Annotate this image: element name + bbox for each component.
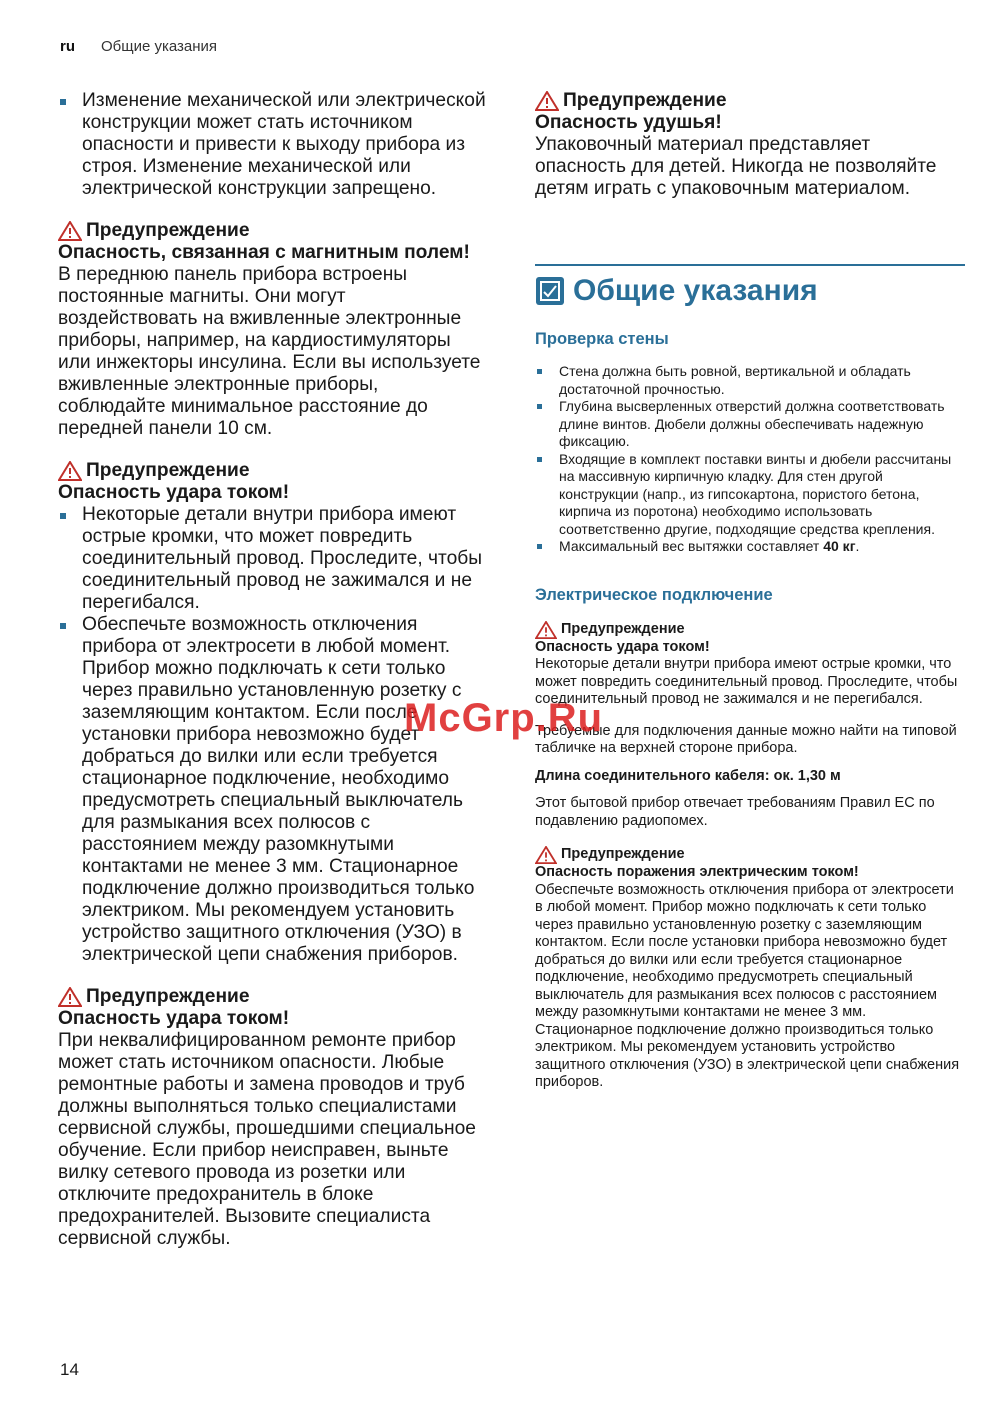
weight-value: 40 кг	[823, 538, 856, 554]
warning-label: Предупреждение	[86, 986, 250, 1007]
language-code: ru	[60, 38, 75, 55]
warning-label: Предупреждение	[563, 90, 727, 111]
list-item: Некоторые детали внутри прибора имеют острые кромки, что может повредить соединительный провод. Проследите, чтобы соединительный провод не зажимался и не перегибался.	[58, 504, 488, 614]
warning-icon	[58, 461, 82, 481]
manual-book-icon	[535, 276, 565, 306]
page-header	[60, 38, 217, 55]
weight-suffix: .	[855, 538, 860, 554]
warning-icon	[535, 846, 557, 864]
subsection-title: Электрическое подключение	[535, 585, 773, 604]
warning-label: Предупреждение	[561, 620, 685, 637]
watermark: McGrp.Ru	[404, 696, 604, 740]
warning-suffocation	[535, 90, 965, 200]
warning-label: Предупреждение	[86, 460, 250, 481]
list-item	[535, 538, 965, 556]
list-item: Глубина высверленных отверстий должна соответствовать длине винтов. Дюбели должны обеспечивать надежную фиксацию.	[535, 398, 965, 451]
left-column	[58, 90, 488, 1250]
warning-text: Обеспечьте возможность отключения прибора от электросети в любой момент. Прибор можно подключать к сети только через правильно установленную розетку с заземляющим контактом. Если после установки прибора невозможно будет добраться до вилки или если требуется стационарное подключение, необходимо предусмотреть специальный выключатель для размыкания всех полюсов с расстоянием между разомкнутыми контактами не менее 3 мм. Стационарное подключение должно производиться только электриком. Мы рекомендуем установить устройство защитного отключения (УЗО) в электрической цепи снабжения приборов.	[535, 881, 960, 1090]
warning-text: При неквалифицированном ремонте прибор может стать источником опасности. Любые ремонтные работы и замена проводов и труб должны выполняться только специалистами сервисной службы, прошедшими специальное обучение. Если прибор неисправен, выньте вилку сетевого провода из розетки или отключите предохранитель в блоке предохранителей. Вызовите специалиста сервисной службы.	[58, 1030, 476, 1249]
warning-label: Предупреждение	[561, 846, 685, 863]
danger-title: Опасность удара током!	[58, 482, 290, 503]
warning-magnet	[58, 220, 488, 440]
section-heading	[535, 264, 965, 308]
warning-icon	[58, 987, 82, 1007]
warning-text: Упаковочный материал представляет опасность для детей. Никогда не позволяйте детям играть с упаковочным материалом.	[535, 134, 937, 199]
warning-electrocution	[535, 846, 965, 1092]
weight-prefix: Максимальный вес вытяжки составляет	[559, 538, 824, 554]
list-item: Обеспечьте возможность отключения прибора от электросети в любой момент. Прибор можно подключать к сети только через правильно установленную розетку с заземляющим контактом. Если после установки прибора невозможно будет добраться до вилки или если требуется стационарное подключение, необходимо предусмотреть специальный выключатель для размыкания всех полюсов с расстоянием между разомкнутыми контактами не менее 3 мм. Стационарное подключение должно производиться только электриком. Мы рекомендуем установить устройство защитного отключения (УЗО) в электрической цепи снабжения приборов.	[58, 614, 488, 966]
header-section: Общие указания	[101, 38, 218, 55]
section-title: Общие указания	[573, 274, 818, 307]
list-item: Входящие в комплект поставки винты и дюбели рассчитаны на массивную кирпичную кладку. Для стен другой конструкции (напр., из гипсокартона, пористого бетона, кирпича из поротона) необходимо использовать соответственно другие, подходящие средства крепления.	[535, 451, 965, 539]
warning-label: Предупреждение	[86, 220, 250, 241]
warning-text: В переднюю панель прибора встроены постоянные магниты. Они могут воздействовать на вживленные электронные приборы, например, на кардиостимуляторы или инжекторы инсулина. Если вы используете вживленные электронные приборы, соблюдайте минимальное расстояние до передней панели 10 см.	[58, 264, 481, 439]
data-info-text: Требуемые для подключения данные можно найти на типовой табличке на верхней стороне прибора.	[535, 722, 957, 756]
danger-title: Опасность, связанная с магнитным полем!	[58, 242, 470, 263]
wall-check-list	[535, 363, 965, 556]
subsection-title: Проверка стены	[535, 330, 669, 348]
warning-icon	[535, 91, 559, 111]
right-column	[535, 90, 965, 1092]
ec-compliance-text: Этот бытовой прибор отвечает требованиям Правил ЕС по подавлению радиопомех.	[535, 795, 935, 829]
warning-icon	[58, 221, 82, 241]
danger-title: Опасность удушья!	[535, 112, 722, 133]
danger-title: Опасность поражения электрическим током!	[535, 864, 859, 880]
intro-bullet: Изменение механической или электрической конструкции может стать источником опасности и привести к выходу прибора из строя. Изменение механической или электрической конструкции запрещено.	[58, 90, 488, 200]
page-number: 14	[60, 1360, 79, 1379]
warning-text: Некоторые детали внутри прибора имеют острые кромки, что может повредить соединительный провод. Проследите, чтобы соединительный провод не зажимался и не перегибался.	[535, 656, 958, 707]
danger-title: Опасность удара током!	[58, 1008, 290, 1029]
list-item: Стена должна быть ровной, вертикальной и обладать достаточной прочностью.	[535, 363, 965, 398]
warning-icon	[535, 621, 557, 639]
cable-length: Длина соединительного кабеля: ок. 1,30 м	[535, 767, 841, 784]
danger-title: Опасность удара током!	[535, 638, 710, 655]
warning-shock-2	[58, 986, 488, 1250]
